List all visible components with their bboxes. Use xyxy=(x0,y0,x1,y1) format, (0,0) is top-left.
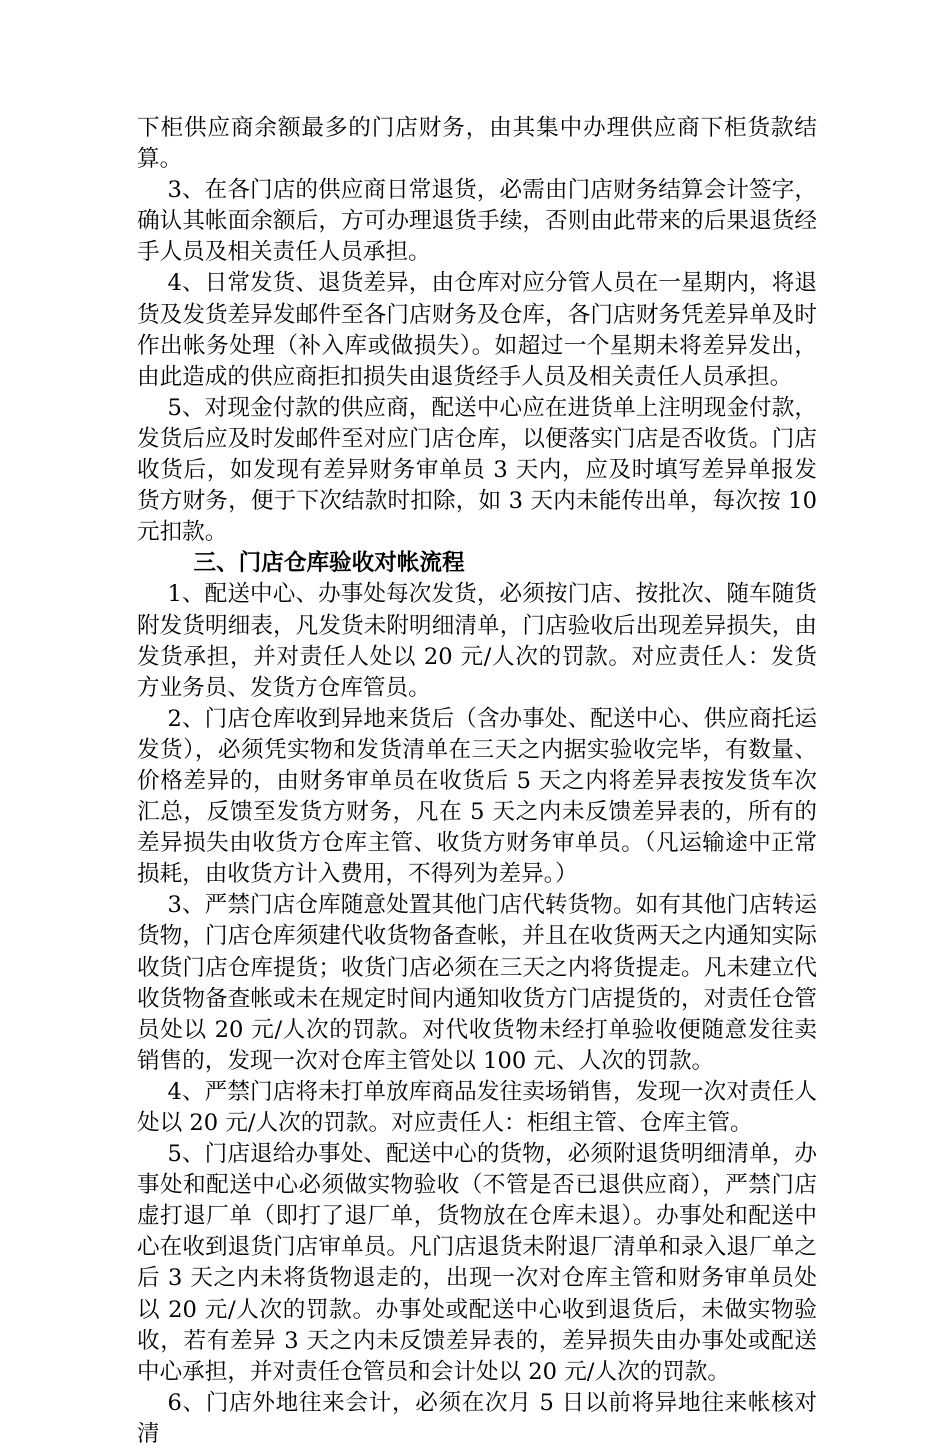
paragraph-item-4: 4、日常发货、退货差异，由仓库对应分管人员在一星期内，将退货及发货差异发邮件至各门店财务及仓库，各门店财务凭差异单及时作出帐务处理（补入库或做损失）。如超过一个星期未将差异发出，由此造成的供应商拒扣损失由退货经手人员及相关责任人员承担。 xyxy=(137,270,817,390)
section3-item-2: 2、门店仓库收到异地来货后（含办事处、配送中心、供应商托运发货），必须凭实物和发货清单在三天之内据实验收完毕，有数量、价格差异的，由财务审单员在收货后 5 天之内将差异表按发货车次汇总，反馈至发货方财务，凡在 5 天之内未反馈差异表的，所有的差异损失由收货方仓库主管、收货方财务审单员。（凡运输途中正常损耗，由收货方计入费用，不得列为差异。） xyxy=(137,705,817,888)
section3-item-5: 5、门店退给办事处、配送中心的货物，必须附退货明细清单，办事处和配送中心必须做实物验收（不管是否已退供应商），严禁门店虚打退厂单（即打了退厂单，货物放在仓库未退）。办事处和配送中心在收到退货门店审单员。凡门店退货未附退厂清单和录入退厂单之后 3 天之内未将货物退走的，出现一次对仓库主管和财务审单员处以 20 元/人次的罚款。办事处或配送中心收到退货后，未做实物验收，若有差异 3 天之内未反馈差异表的，差异损失由办事处或配送中心承担，并对责任仓管员和会计处以 20 元/人次的罚款。 xyxy=(137,1141,817,1385)
section3-item-1: 1、配送中心、办事处每次发货，必须按门店、按批次、随车随货附发货明细表，凡发货未附明细清单，门店验收后出现差异损失，由发货承担，并对责任人处以 20 元/人次的罚款。对应责任人：发货方业务员、发货方仓库管员。 xyxy=(137,581,817,701)
document-body xyxy=(137,113,817,1450)
section-heading-3: 三、门店仓库验收对帐流程 xyxy=(193,550,465,577)
section3-item-3: 3、严禁门店仓库随意处置其他门店代转货物。如有其他门店转运货物，门店仓库须建代收货物备查帐，并且在收货两天之内通知实际收货门店仓库提货；收货门店必须在三天之内将货提走。凡未建立代收货物备查帐或未在规定时间内通知收货方门店提货的，对责任仓管员处以 20 元/人次的罚款。对代收货物未经打单验收便随意发往卖销售的，发现一次对仓库主管处以 100 元、人次的罚款。 xyxy=(137,892,817,1074)
paragraph-item-5: 5、对现金付款的供应商，配送中心应在进货单上注明现金付款，发货后应及时发邮件至对应门店仓库，以便落实门店是否收货。门店收货后，如发现有差异财务审单员 3 天内，应及时填写差异单报发货方财务，便于下次结款时扣除，如 3 天内未能传出单，每次按 10 元扣款。 xyxy=(137,394,817,546)
section3-item-4: 4、严禁门店将未打单放库商品发往卖场销售，发现一次对责任人处以 20 元/人次的罚款。对应责任人：柜组主管、仓库主管。 xyxy=(137,1078,817,1136)
paragraph-continuation: 下柜供应商余额最多的门店财务，由其集中办理供应商下柜货款结算。 xyxy=(137,115,817,173)
section3-item-6: 6、门店外地往来会计，必须在次月 5 日以前将异地往来帐核对清 xyxy=(137,1389,817,1447)
paragraph-item-3: 3、在各门店的供应商日常退货，必需由门店财务结算会计签字，确认其帐面余额后，方可办理退货手续，否则由此带来的后果退货经手人员及相关责任人员承担。 xyxy=(137,177,817,266)
